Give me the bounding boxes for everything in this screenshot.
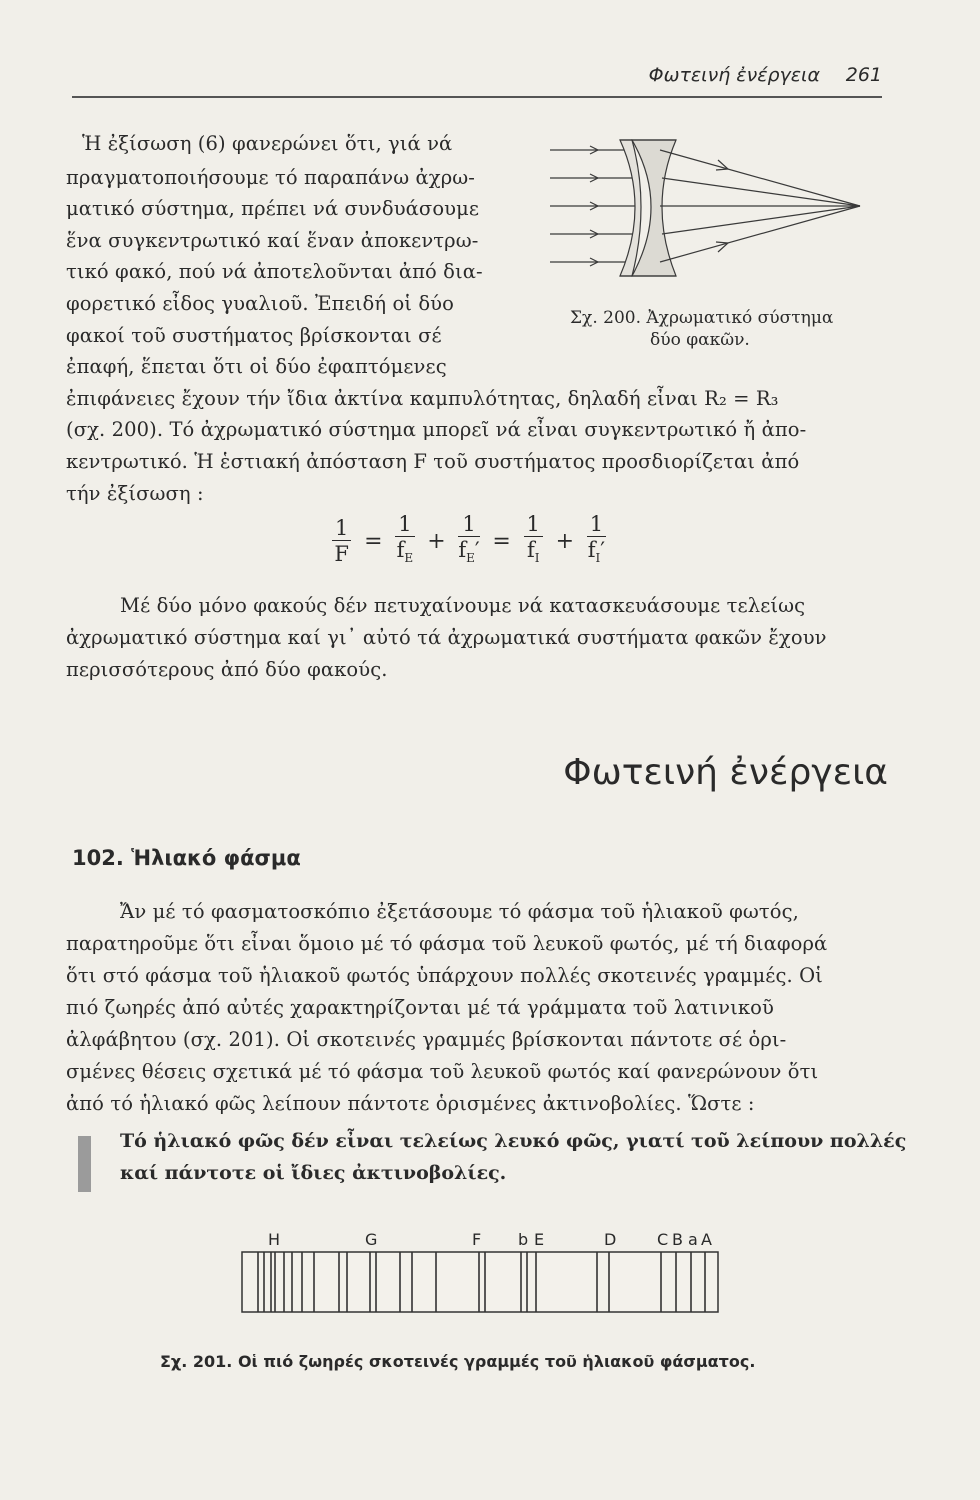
figure-201-caption: Σχ. 201. Οἱ πιό ζωηρές σκοτεινές γραμμές τοῦ ἡλιακοῦ φάσματος.: [160, 1352, 756, 1371]
achromatic-lens-diagram: [540, 128, 875, 308]
text-line: Ἄν μέ τό φασματοσκόπιο ἐξετάσουμε τό φάσμα τοῦ ἡλιακοῦ φωτός,: [120, 900, 799, 923]
fraction: $\frac{1}{f_I'}$: [587, 512, 606, 566]
fraction: $\frac{1}{F}$: [332, 516, 351, 567]
fraction: $\frac{1}{f_I}$: [524, 512, 543, 571]
spectrum-label: b: [518, 1230, 529, 1249]
figure-200-caption-cont: δύο φακῶν.: [650, 330, 750, 350]
spectrum-label: C: [657, 1230, 669, 1249]
text-line: Μέ δύο μόνο φακούς δέν πετυχαίνουμε νά κατασκευάσουμε τελείως: [120, 594, 806, 617]
text-line: ἀλφάβητου (σχ. 201). Οἱ σκοτεινές γραμμές βρίσκονται πάντοτε σέ ὁρι-: [66, 1028, 787, 1051]
spectrum-label: F: [472, 1230, 482, 1249]
text-line: φορετικό εἶδος γυαλιοῦ. Ἐπειδή οἱ δύο: [66, 292, 454, 315]
spectrum-label: E: [534, 1230, 545, 1249]
text-line: παρατηροῦμε ὅτι εἶναι ὅμοιο μέ τό φάσμα τοῦ λευκοῦ φωτός, μέ τή διαφορά: [66, 932, 828, 955]
text-line: τήν ἐξίσωση :: [66, 482, 204, 505]
text-line: σμένες θέσεις σχετικά μέ τό φάσμα τοῦ λευκοῦ φωτός καί φανερώνουν ὅτι: [66, 1060, 819, 1083]
lens-equation: [330, 512, 608, 571]
equals-sign: =: [364, 529, 383, 555]
spectrum-label: G: [365, 1230, 378, 1249]
text-line: τικό φακό, πού νά ἀποτελοῦνται ἀπό δια-: [66, 260, 483, 283]
page-number: 261: [845, 64, 882, 86]
text-line: κεντρωτικό. Ἡ ἑστιακή ἀπόσταση F τοῦ συστήματος προσδιορίζεται ἀπό: [66, 450, 800, 473]
text-line: ἐπαφή, ἕπεται ὅτι οἱ δύο ἐφαπτόμενες: [66, 355, 447, 378]
page-header: [72, 62, 882, 98]
spectrum-label: a: [688, 1230, 698, 1249]
plus-sign: +: [555, 529, 575, 555]
spectrum-label: B: [672, 1230, 683, 1249]
chapter-title: Φωτεινή ἐνέργεια: [563, 752, 888, 793]
text-line: ὅτι στό φάσμα τοῦ ἡλιακοῦ φωτός ὑπάρχουν πολλές σκοτεινές γραμμές. Οἱ: [66, 964, 823, 987]
text-line: περισσότερους ἀπό δύο φακούς.: [66, 658, 388, 681]
figure-200-caption: Σχ. 200. Ἀχρωματικό σύστημα: [570, 308, 834, 328]
text-line: ἀπό τό ἡλιακό φῶς λείπουν πάντοτε ὁρισμένες ἀκτινοβολίες. Ὥστε :: [66, 1092, 755, 1115]
text-line: Ἡ ἐξίσωση (6) φανερώνει ὅτι, γιά νά: [82, 132, 453, 155]
spectrum-label: H: [268, 1230, 281, 1249]
text-line: ματικό σύστημα, πρέπει νά συνδυάσουμε: [66, 197, 480, 220]
equals-sign: =: [492, 529, 511, 555]
running-title: Φωτεινή ἐνέργεια: [648, 64, 820, 86]
plus-sign: +: [427, 529, 446, 555]
fraction: $\frac{1}{f_E}$: [396, 512, 414, 566]
rule-marker-bar: [78, 1136, 91, 1192]
section-title: 102. Ἡλιακό φάσμα: [72, 846, 301, 870]
spectrum-label: A: [701, 1230, 712, 1249]
spectrum-label: D: [604, 1230, 617, 1249]
solar-spectrum-diagram: [240, 1250, 720, 1314]
text-line: πιό ζωηρές ἀπό αὐτές χαρακτηρίζονται μέ τά γράμματα τοῦ λατινικοῦ: [66, 996, 774, 1019]
fraction: $\frac{1}{f_E'}$: [458, 512, 480, 566]
text-line: ἀχρωματικό σύστημα καί γι᾽ αὐτό τά ἀχρωματικά συστήματα φακῶν ἔχουν: [66, 626, 827, 649]
text-line: ἕνα συγκεντρωτικό καί ἕναν ἀποκεντρω-: [66, 229, 479, 252]
rule-text-line: καί πάντοτε οἱ ἴδιες ἀκτινοβολίες.: [120, 1162, 507, 1184]
rule-text-line: Τό ἡλιακό φῶς δέν εἶναι τελείως λευκό φῶς, γιατί τοῦ λείπουν πολλές: [120, 1130, 907, 1152]
text-line: ἐπιφάνειες ἔχουν τήν ἴδια ἀκτίνα καμπυλότητας, δηλαδή εἶναι R₂ = R₃: [66, 387, 779, 410]
text-line: πραγματοποιήσουμε τό παραπάνω ἀχρω-: [66, 166, 475, 189]
text-line: (σχ. 200). Τό ἀχρωματικό σύστημα μπορεῖ νά εἶναι συγκεντρωτικό ἤ ἀπο-: [66, 418, 807, 441]
text-line: φακοί τοῦ συστήματος βρίσκονται σέ: [66, 324, 442, 347]
